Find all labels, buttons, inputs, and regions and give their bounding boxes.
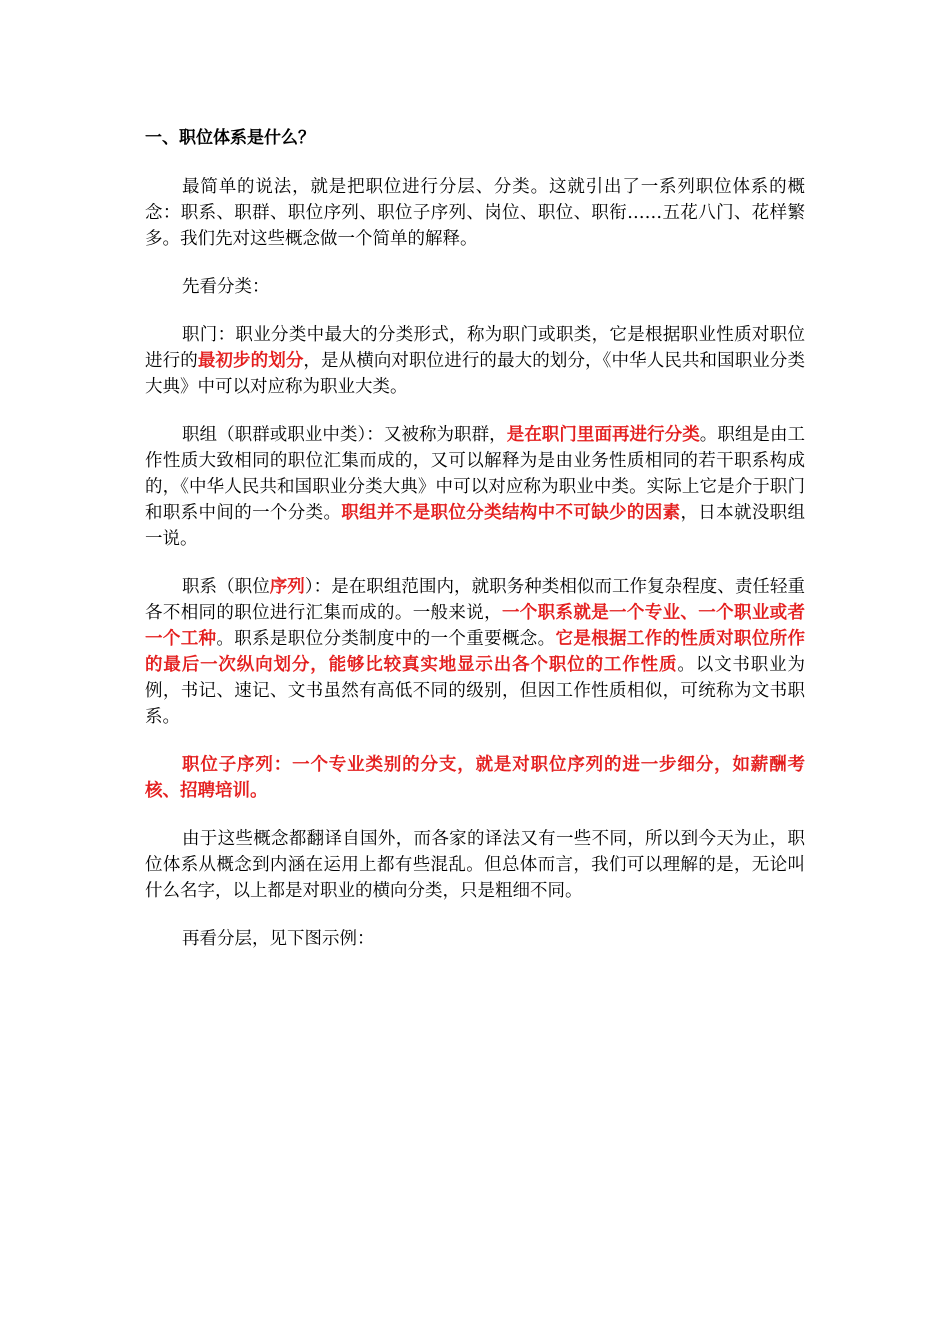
sub-sequence-paragraph: 职位子序列：一个专业类别的分支，就是对职位序列的进一步细分，如薪酬考核、招聘培训。 bbox=[145, 755, 805, 801]
zhixi-highlight-2: 一个职系就是一个专业、一个职业或者一个工种 bbox=[145, 603, 806, 649]
classification-intro: 先看分类： bbox=[182, 277, 270, 297]
zhixi-highlight-1: 序列 bbox=[269, 577, 305, 597]
zhimen-text-1: 职门：职业分类中最大的分类形式，称为职门或职类，它是根据职业性质对职位进行的 bbox=[145, 325, 805, 371]
document-body bbox=[145, 124, 805, 974]
zhixi-text-4: 。以文书职业为例，书记、速记、文书虽然有高低不同的级别，但因工作性质相似，可统称为文书职系。 bbox=[145, 655, 806, 727]
zhizu-text-1: 职组（职群或职业中类）：又被称为职群， bbox=[182, 425, 507, 445]
section-heading: 一、职位体系是什么？ bbox=[145, 128, 315, 148]
zhizu-text-3: ，日本就没职组一说。 bbox=[145, 503, 806, 549]
zhizu-paragraph bbox=[145, 422, 805, 552]
zhizu-highlight-2: 职组并不是职位分类结构中不可缺少的因素 bbox=[341, 503, 681, 523]
zhixi-paragraph bbox=[145, 574, 805, 730]
layering-intro: 再看分层，见下图示例： bbox=[182, 929, 375, 949]
zhixi-text-3: 。职系是职位分类制度中的一个重要概念。 bbox=[216, 629, 556, 649]
intro-paragraph: 最简单的说法，就是把职位进行分层、分类。这就引出了一系列职位体系的概念：职系、职群、职位序列、职位子序列、岗位、职位、职衔……五花八门、花样繁多。我们先对这些概念做一个简单的解释。 bbox=[145, 177, 805, 249]
summary-paragraph: 由于这些概念都翻译自国外，而各家的译法又有一些不同，所以到今天为止，职位体系从概念到内涵在运用上都有些混乱。但总体而言，我们可以理解的是，无论叫什么名字，以上都是对职业的横向分类，只是粗细不同。 bbox=[145, 829, 805, 901]
zhimen-highlight: 最初步的划分 bbox=[197, 351, 304, 371]
zhixi-highlight-3: 它是根据工作的性质对职位所作的最后一次纵向划分，能够比较真实地显示出各个职位的工作性质 bbox=[145, 629, 806, 675]
zhimen-paragraph bbox=[145, 322, 805, 400]
zhixi-text-1: 职系（职位 bbox=[182, 577, 270, 597]
zhimen-text-2: ，是从横向对职位进行的最大的划分，《中华人民共和国职业分类大典》中可以对应称为职业大类。 bbox=[145, 351, 806, 397]
zhizu-highlight-1: 是在职门里面再进行分类 bbox=[506, 425, 700, 445]
zhizu-text-2: 。职组是由工作性质大致相同的职位汇集而成的，又可以解释为是由业务性质相同的若干职系构成的，《中华人民共和国职业分类大典》中可以对应称为职业中类。实际上它是介于职门和职系中间的一个分类。 bbox=[145, 425, 806, 523]
zhixi-text-2: ）：是在职组范围内，就职务种类相似而工作复杂程度、责任轻重各不相同的职位进行汇集而成的。一般来说， bbox=[145, 577, 806, 623]
